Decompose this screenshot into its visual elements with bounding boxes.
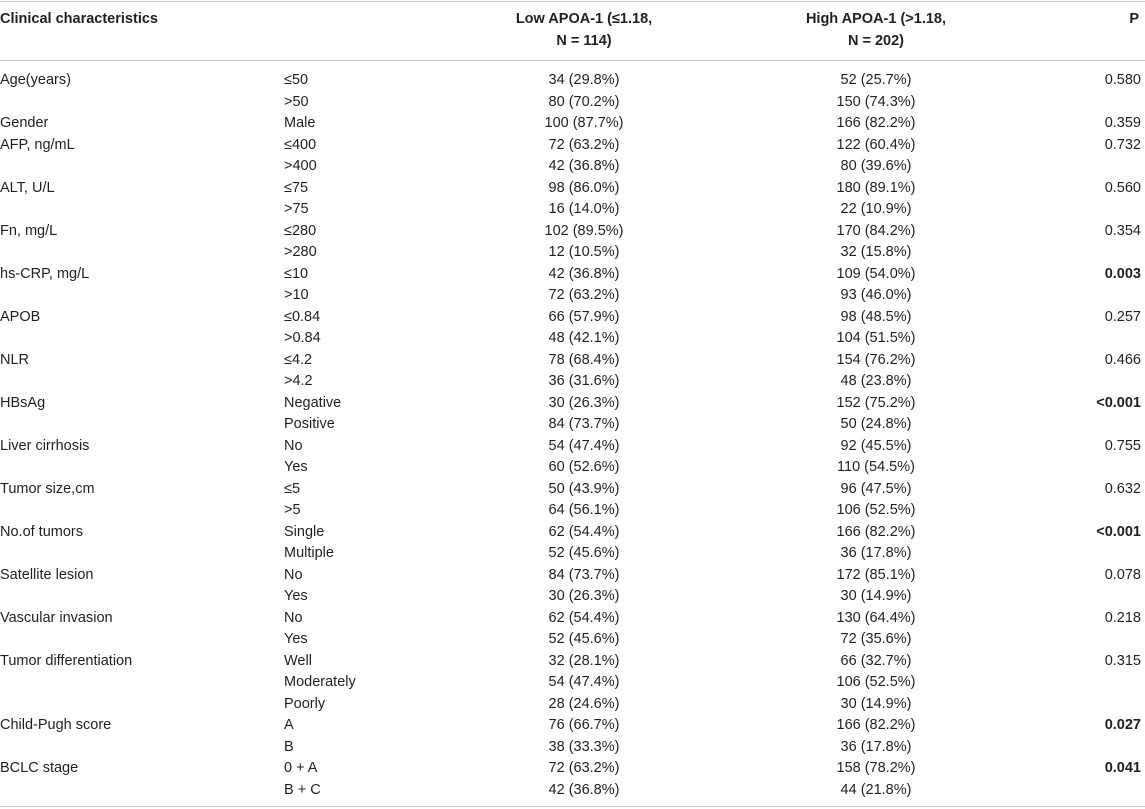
row-high-apoa1-value: 150 (74.3%) (836, 93, 916, 110)
table-row (0, 350, 1145, 372)
table-row (0, 156, 1145, 178)
table-header (0, 0, 1145, 60)
row-high-apoa1-value: 122 (60.4%) (836, 136, 916, 153)
row-low-apoa1-value: 80 (70.2%) (548, 93, 620, 110)
row-high-apoa1-value: 32 (15.8%) (840, 244, 912, 260)
row-category: >75 (284, 201, 309, 217)
row-p-value: 0.218 (1104, 609, 1141, 626)
header-characteristics: Clinical characteristics (0, 11, 158, 27)
row-category: >10 (284, 287, 309, 303)
row-low-apoa1-value: 102 (89.5%) (544, 222, 624, 239)
table-row (0, 715, 1145, 737)
row-category: >4.2 (284, 373, 313, 389)
table-row (0, 608, 1145, 630)
row-characteristic: AFP, ng/mL (0, 136, 75, 153)
row-high-apoa1-value: 130 (64.4%) (836, 609, 916, 626)
row-category: ≤400 (284, 136, 317, 153)
row-category: ≤50 (284, 72, 309, 88)
row-high-apoa1-value: 172 (85.1%) (836, 566, 916, 583)
row-category: >280 (284, 244, 317, 260)
table-row (0, 221, 1145, 243)
row-p-value: 0.078 (1104, 566, 1141, 583)
row-high-apoa1-value: 36 (17.8%) (840, 738, 912, 755)
row-low-apoa1-value: 78 (68.4%) (548, 351, 620, 368)
row-category: Multiple (284, 545, 334, 561)
table-row (0, 92, 1145, 114)
row-category: Negative (284, 394, 342, 411)
row-high-apoa1-value: 166 (82.2%) (836, 717, 916, 733)
row-characteristic: Child-Pugh score (0, 717, 112, 733)
row-category: ≤75 (284, 179, 309, 196)
row-low-apoa1-value: 42 (36.8%) (548, 265, 620, 282)
table-row (0, 393, 1145, 415)
row-characteristic: HBsAg (0, 394, 46, 411)
row-p-value: 0.560 (1104, 179, 1141, 196)
row-p-value: 0.041 (1104, 760, 1141, 776)
row-low-apoa1-value: 52 (45.6%) (548, 631, 620, 647)
row-category: A (284, 717, 294, 733)
row-characteristic: Tumor differentiation (0, 652, 133, 669)
table-row (0, 479, 1145, 501)
row-low-apoa1-value: 28 (24.6%) (548, 695, 620, 712)
row-low-apoa1-value: 84 (73.7%) (548, 566, 620, 583)
row-high-apoa1-value: 166 (82.2%) (836, 115, 916, 131)
row-low-apoa1-value: 16 (14.0%) (548, 201, 620, 217)
row-high-apoa1-value: 109 (54.0%) (836, 265, 916, 282)
row-p-value: 0.732 (1104, 136, 1141, 153)
row-category: ≤4.2 (284, 351, 313, 368)
row-high-apoa1-value: 104 (51.5%) (836, 330, 916, 346)
row-low-apoa1-value: 30 (26.3%) (548, 588, 620, 604)
table-row (0, 737, 1145, 759)
row-category: Yes (284, 588, 308, 604)
table-row (0, 199, 1145, 221)
table-body (0, 70, 1145, 801)
header-high-apoa1 (758, 9, 994, 52)
row-category: >5 (284, 502, 301, 518)
row-low-apoa1-value: 64 (56.1%) (548, 502, 620, 518)
row-high-apoa1-value: 170 (84.2%) (836, 222, 916, 239)
header-high-line2: N = 202) (847, 32, 905, 49)
row-high-apoa1-value: 93 (46.0%) (840, 287, 912, 303)
row-low-apoa1-value: 62 (54.4%) (548, 523, 620, 540)
row-category: >0.84 (284, 330, 321, 346)
row-low-apoa1-value: 50 (43.9%) (548, 480, 620, 497)
row-characteristic: Satellite lesion (0, 566, 94, 583)
row-p-value: 0.632 (1104, 480, 1141, 497)
row-p-value: 0.580 (1104, 72, 1141, 88)
row-p-value: 0.359 (1104, 115, 1141, 131)
row-characteristic: Tumor size,cm (0, 480, 95, 497)
table-row (0, 285, 1145, 307)
table-row (0, 543, 1145, 565)
table-row (0, 780, 1145, 802)
table-row (0, 307, 1145, 329)
row-high-apoa1-value: 52 (25.7%) (840, 72, 912, 88)
row-category: ≤0.84 (284, 308, 321, 325)
row-low-apoa1-value: 48 (42.1%) (548, 330, 620, 346)
table-row (0, 328, 1145, 350)
row-category: B (284, 738, 294, 755)
row-low-apoa1-value: 98 (86.0%) (548, 179, 620, 196)
row-high-apoa1-value: 44 (21.8%) (840, 781, 912, 798)
row-characteristic: ALT, U/L (0, 179, 55, 196)
row-low-apoa1-value: 72 (63.2%) (548, 760, 620, 776)
row-p-value: 0.354 (1104, 222, 1141, 239)
row-low-apoa1-value: 54 (47.4%) (548, 674, 620, 690)
row-category: ≤5 (284, 480, 301, 497)
table-row (0, 70, 1145, 92)
row-p-value: 0.315 (1104, 652, 1141, 669)
table-row (0, 113, 1145, 135)
row-low-apoa1-value: 36 (31.6%) (548, 373, 620, 389)
table-row (0, 694, 1145, 716)
row-p-value: 0.257 (1104, 308, 1141, 325)
row-low-apoa1-value: 38 (33.3%) (548, 738, 620, 755)
table-row (0, 672, 1145, 694)
table-row (0, 436, 1145, 458)
table-row (0, 264, 1145, 286)
row-category: Well (284, 652, 312, 669)
row-low-apoa1-value: 60 (52.6%) (548, 459, 620, 475)
row-characteristic: Vascular invasion (0, 609, 113, 626)
row-p-value: <0.001 (1096, 394, 1141, 411)
row-low-apoa1-value: 100 (87.7%) (544, 115, 624, 131)
table-row (0, 758, 1145, 780)
row-category: Moderately (284, 674, 356, 690)
row-category: Yes (284, 459, 308, 475)
row-characteristic: Liver cirrhosis (0, 437, 90, 454)
row-low-apoa1-value: 42 (36.8%) (548, 781, 620, 798)
row-high-apoa1-value: 92 (45.5%) (840, 437, 912, 454)
row-high-apoa1-value: 180 (89.1%) (836, 179, 916, 196)
row-p-value: 0.755 (1104, 437, 1141, 454)
row-high-apoa1-value: 152 (75.2%) (836, 394, 916, 411)
row-high-apoa1-value: 36 (17.8%) (840, 545, 912, 561)
row-high-apoa1-value: 98 (48.5%) (840, 308, 912, 325)
row-high-apoa1-value: 72 (35.6%) (840, 631, 912, 647)
header-low-apoa1 (466, 9, 702, 52)
row-characteristic: hs-CRP, mg/L (0, 265, 90, 282)
table-row (0, 135, 1145, 157)
row-low-apoa1-value: 52 (45.6%) (548, 545, 620, 561)
row-high-apoa1-value: 48 (23.8%) (840, 373, 912, 389)
table-row (0, 242, 1145, 264)
row-low-apoa1-value: 32 (28.1%) (548, 652, 620, 669)
table-row (0, 586, 1145, 608)
row-characteristic: Gender (0, 115, 49, 131)
row-low-apoa1-value: 66 (57.9%) (548, 308, 620, 325)
row-high-apoa1-value: 106 (52.5%) (836, 674, 916, 690)
row-category: ≤280 (284, 222, 317, 239)
row-low-apoa1-value: 12 (10.5%) (548, 244, 620, 260)
row-low-apoa1-value: 42 (36.8%) (548, 158, 620, 174)
table-row (0, 178, 1145, 200)
header-rule (0, 60, 1145, 61)
row-low-apoa1-value: 84 (73.7%) (548, 416, 620, 432)
row-high-apoa1-value: 30 (14.9%) (840, 695, 912, 712)
row-p-value: 0.003 (1104, 265, 1141, 282)
row-category: >50 (284, 93, 309, 110)
row-high-apoa1-value: 106 (52.5%) (836, 502, 916, 518)
row-category: No (284, 437, 303, 454)
row-p-value: <0.001 (1096, 523, 1141, 540)
row-low-apoa1-value: 54 (47.4%) (548, 437, 620, 454)
row-characteristic: Fn, mg/L (0, 222, 58, 239)
header-low-line2: N = 114) (556, 32, 612, 49)
row-high-apoa1-value: 158 (78.2%) (836, 760, 916, 776)
table-row (0, 522, 1145, 544)
header-p-value: P (1129, 11, 1139, 27)
row-p-value: 0.027 (1104, 717, 1141, 733)
row-category: Positive (284, 416, 335, 432)
row-high-apoa1-value: 66 (32.7%) (840, 652, 912, 669)
row-category: No (284, 566, 303, 583)
row-low-apoa1-value: 72 (63.2%) (548, 287, 620, 303)
row-low-apoa1-value: 34 (29.8%) (548, 72, 620, 88)
row-category: ≤10 (284, 265, 309, 282)
row-characteristic: No.of tumors (0, 523, 83, 540)
header-high-line1: High APOA-1 (>1.18, (805, 11, 947, 27)
row-category: 0 + A (284, 760, 318, 776)
row-category: Yes (284, 631, 308, 647)
row-low-apoa1-value: 76 (66.7%) (548, 717, 620, 733)
row-characteristic: Age(years) (0, 72, 71, 88)
row-p-value: 0.466 (1104, 351, 1141, 368)
table-row (0, 457, 1145, 479)
row-high-apoa1-value: 96 (47.5%) (840, 480, 912, 497)
row-characteristic: APOB (0, 308, 41, 325)
row-low-apoa1-value: 72 (63.2%) (548, 136, 620, 153)
row-category: >400 (284, 158, 317, 174)
row-high-apoa1-value: 110 (54.5%) (837, 459, 915, 475)
row-high-apoa1-value: 50 (24.8%) (840, 416, 912, 432)
row-category: Poorly (284, 695, 326, 712)
row-characteristic: BCLC stage (0, 760, 79, 776)
header-low-line1: Low APOA-1 (≤1.18, (515, 11, 653, 27)
row-high-apoa1-value: 154 (76.2%) (836, 351, 916, 368)
row-high-apoa1-value: 22 (10.9%) (840, 201, 912, 217)
row-category: No (284, 609, 303, 626)
row-high-apoa1-value: 30 (14.9%) (840, 588, 912, 604)
row-high-apoa1-value: 166 (82.2%) (836, 523, 916, 540)
row-characteristic: NLR (0, 351, 30, 368)
table-row (0, 371, 1145, 393)
row-category: Single (284, 523, 325, 540)
table-row (0, 500, 1145, 522)
row-high-apoa1-value: 80 (39.6%) (840, 158, 912, 174)
table-row (0, 565, 1145, 587)
table-row (0, 651, 1145, 673)
table-row (0, 414, 1145, 436)
table-row (0, 629, 1145, 651)
row-low-apoa1-value: 62 (54.4%) (548, 609, 620, 626)
row-category: Male (284, 115, 316, 131)
row-category: B + C (284, 781, 321, 798)
row-low-apoa1-value: 30 (26.3%) (548, 394, 620, 411)
bottom-rule (0, 806, 1145, 807)
